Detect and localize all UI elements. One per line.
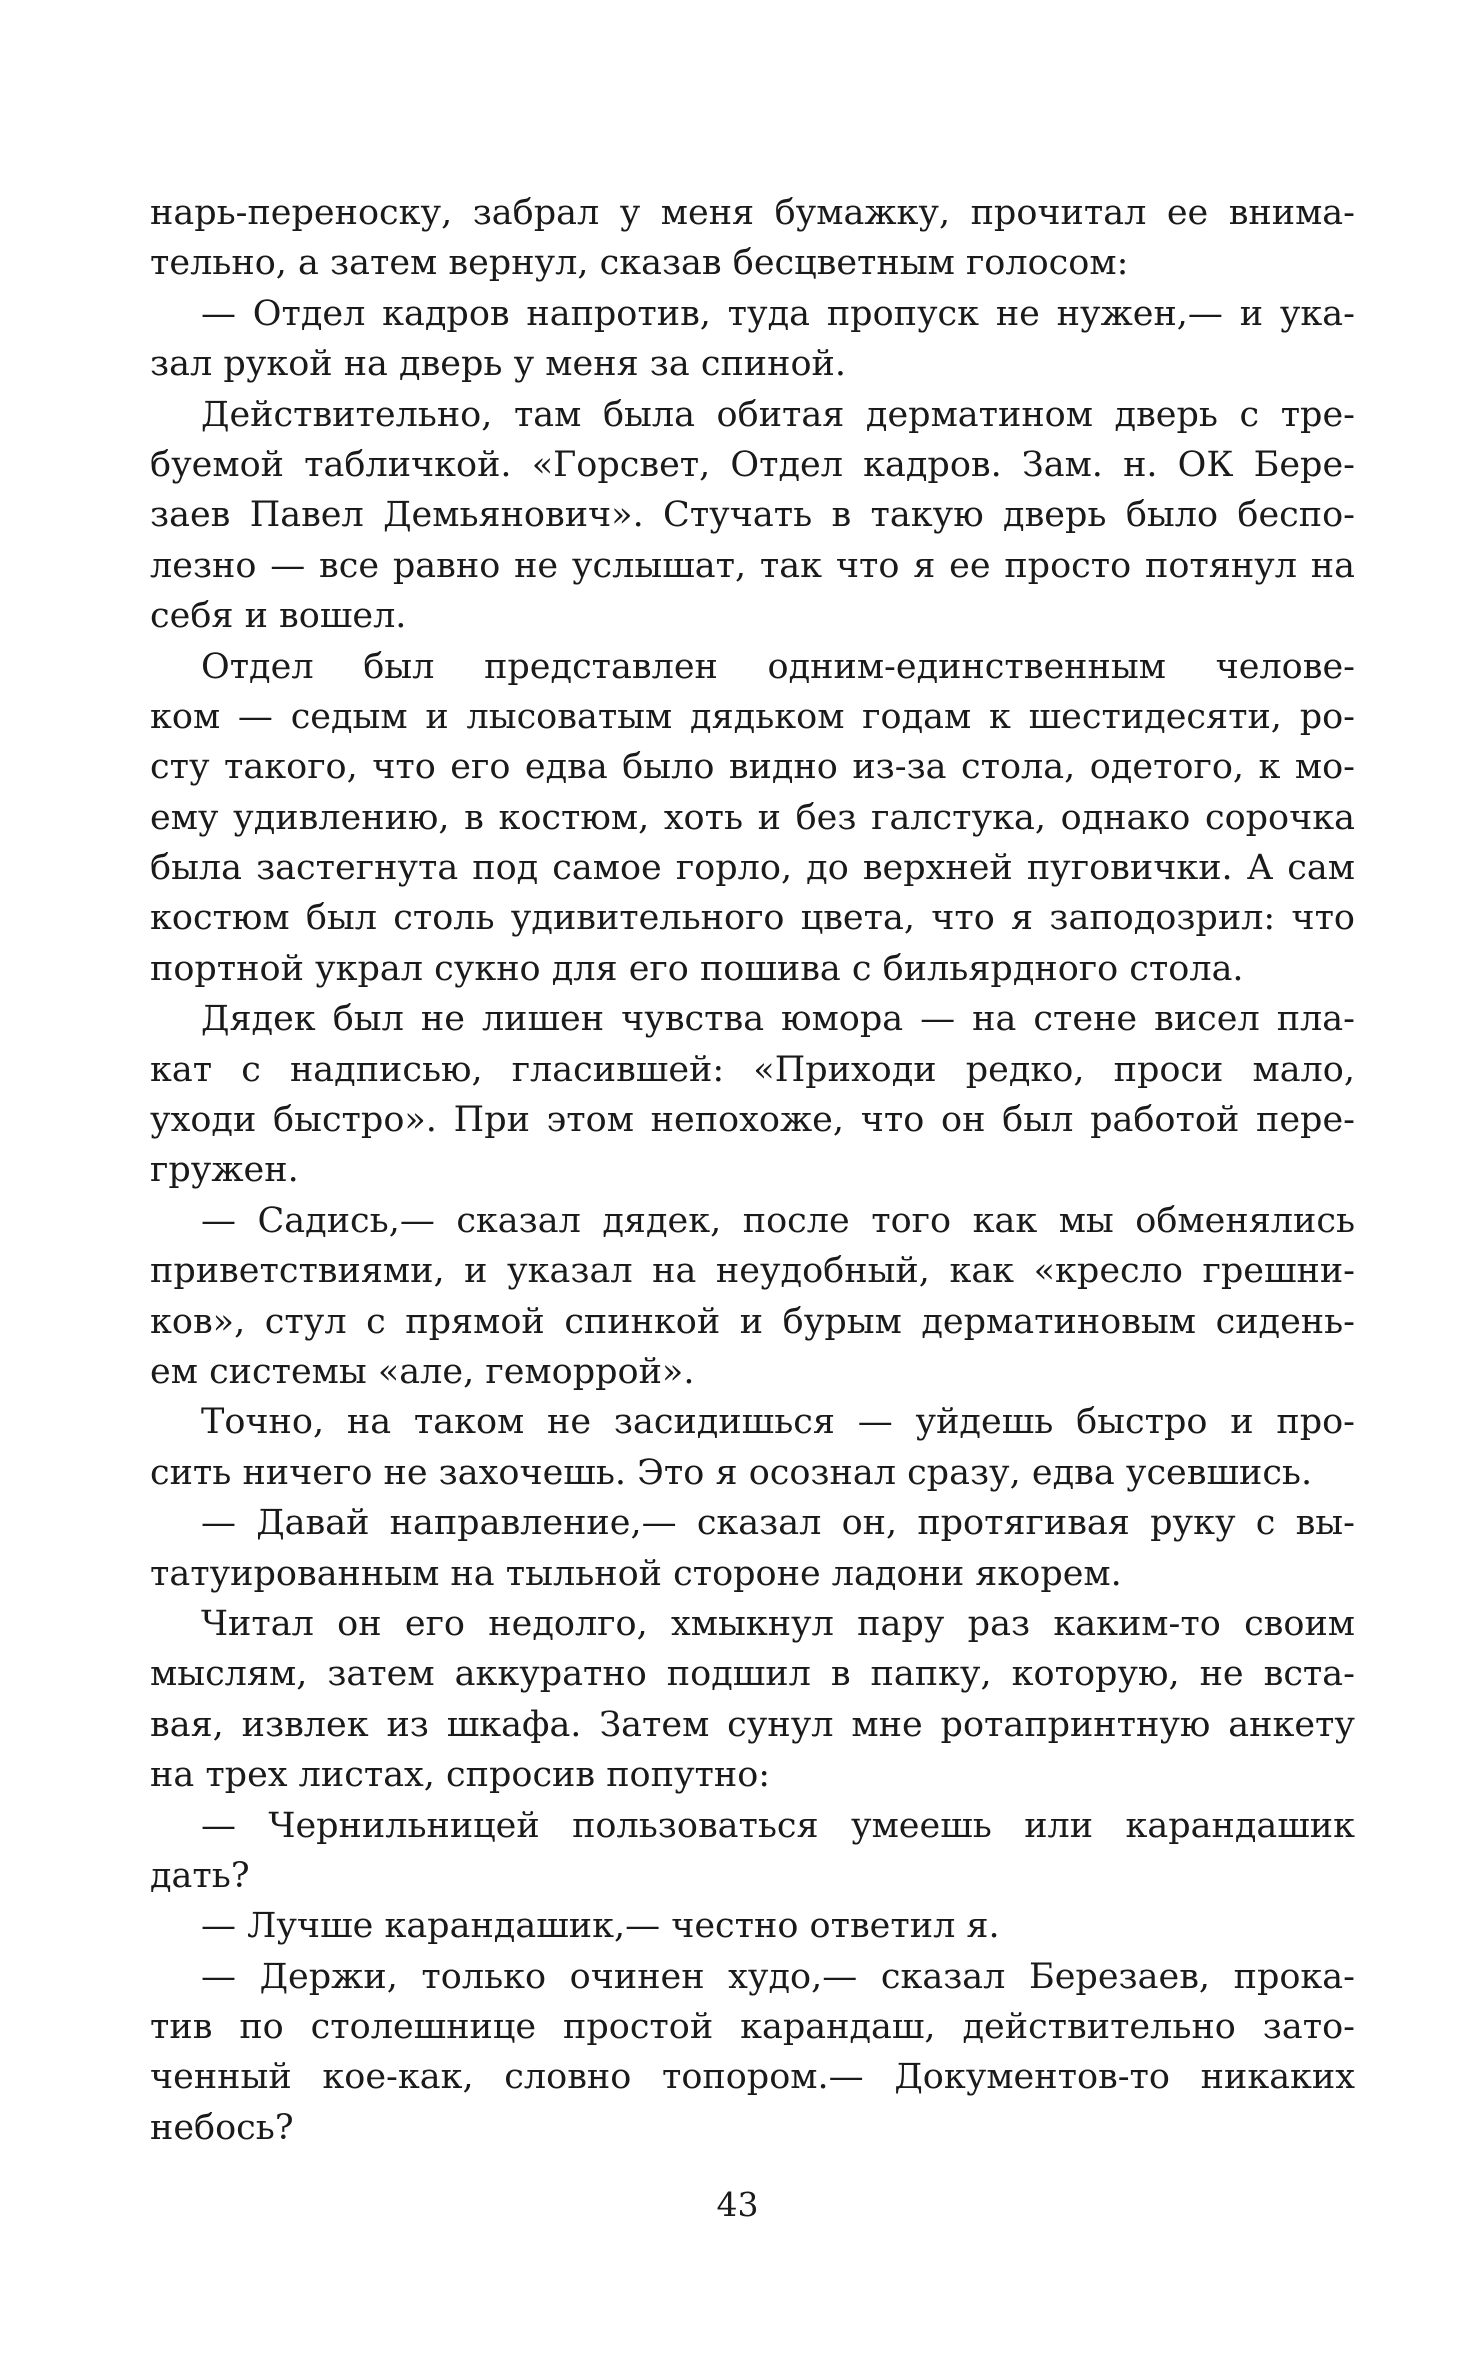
paragraph	[150, 994, 1355, 1196]
text-line: — Чернильницей пользоваться умеешь или карандашик	[201, 1805, 1355, 1846]
text-line: — Давай направление,— сказал он, протягивая руку с вы-	[201, 1503, 1355, 1544]
paragraph	[150, 1599, 1355, 1801]
text-line: себя и вошел.	[150, 596, 407, 637]
text-line: дать?	[150, 1855, 250, 1896]
text-line: Дядек был не лишен чувства юмора — на стене висел пла-	[201, 999, 1355, 1040]
text-line: — Держи, только очинен худо,— сказал Березаев, прока-	[201, 1956, 1355, 1997]
text-line: сту такого, что его едва было видно из-за стола, одетого, к мо-	[150, 747, 1355, 788]
paragraph	[150, 1801, 1355, 1902]
text-line: вая, извлек из шкафа. Затем сунул мне ротапринтную анкету	[150, 1704, 1355, 1745]
text-line: уходи быстро». При этом непохоже, что он был работой пере-	[150, 1100, 1355, 1141]
text-line: Отдел был представлен одним-единственным челове-	[201, 646, 1355, 687]
text-line: лезно — все равно не услышат, так что я ее просто потянул на	[150, 545, 1355, 586]
body-text	[150, 188, 1355, 2153]
text-line: Действительно, там была обитая дерматином дверь с тре-	[201, 394, 1355, 435]
text-line: татуированным на тыльной стороне ладони якорем.	[150, 1553, 1122, 1594]
text-line: — Садись,— сказал дядек, после того как мы обменялись	[201, 1200, 1355, 1241]
text-line: нарь-переноску, забрал у меня бумажку, прочитал ее внима-	[150, 193, 1355, 233]
text-line: гружен.	[150, 1150, 299, 1191]
text-line: на трех листах, спросив попутно:	[150, 1755, 771, 1796]
paragraph	[150, 642, 1355, 995]
text-line: кат с надписью, гласившей: «Приходи редко, проси мало,	[150, 1049, 1355, 1090]
paragraph	[150, 390, 1355, 642]
text-line: Точно, на таком не засидишься — уйдешь быстро и про-	[201, 1402, 1355, 1443]
text-line: ем системы «але, геморрой».	[150, 1351, 695, 1392]
paragraph	[150, 1901, 1355, 1951]
page-number: 43	[716, 2185, 759, 2224]
text-line: заев Павел Демьянович». Стучать в такую дверь было беспо-	[150, 495, 1355, 536]
text-line: тельно, а затем вернул, сказав бесцветным голосом:	[150, 243, 1129, 284]
text-line: — Лучше карандашик,— честно ответил я.	[201, 1906, 1000, 1947]
text-line: ему удивлению, в костюм, хоть и без галстука, однако сорочка	[150, 797, 1355, 838]
text-line: Читал он его недолго, хмыкнул пару раз каким-то своим	[201, 1603, 1355, 1644]
text-line: портной украл сукно для его пошива с бильярдного стола.	[150, 948, 1244, 989]
paragraph	[150, 289, 1355, 390]
text-line: небось?	[150, 2107, 294, 2148]
text-line: была застегнута под самое горло, до верхней пуговички. А сам	[150, 848, 1355, 889]
paragraph	[150, 1196, 1355, 1398]
text-line: ком — седым и лысоватым дядьком годам к шестидесяти, ро-	[150, 696, 1355, 737]
paragraph	[150, 1397, 1355, 1498]
paragraph	[150, 188, 1355, 289]
text-line: мыслям, затем аккуратно подшил в папку, которую, не вста-	[150, 1654, 1355, 1695]
text-line: — Отдел кадров напротив, туда пропуск не нужен,— и ука-	[201, 293, 1355, 334]
text-line: приветствиями, и указал на неудобный, как «кресло грешни-	[150, 1251, 1355, 1292]
text-line: ков», стул с прямой спинкой и бурым дерматиновым сидень-	[150, 1301, 1355, 1342]
text-line: сить ничего не захочешь. Это я осознал сразу, едва усевшись.	[150, 1452, 1313, 1493]
text-line: зал рукой на дверь у меня за спиной.	[150, 344, 846, 385]
text-line: тив по столешнице простой карандаш, действительно зато-	[150, 2007, 1355, 2048]
text-line: буемой табличкой. «Горсвет, Отдел кадров. Зам. н. ОК Бере-	[150, 444, 1355, 485]
text-line: костюм был столь удивительного цвета, что я заподозрил: что	[150, 898, 1355, 939]
paragraph	[150, 1952, 1355, 2154]
paragraph	[150, 1498, 1355, 1599]
text-line: ченный кое-как, словно топором.— Документов-то никаких	[150, 2057, 1355, 2098]
